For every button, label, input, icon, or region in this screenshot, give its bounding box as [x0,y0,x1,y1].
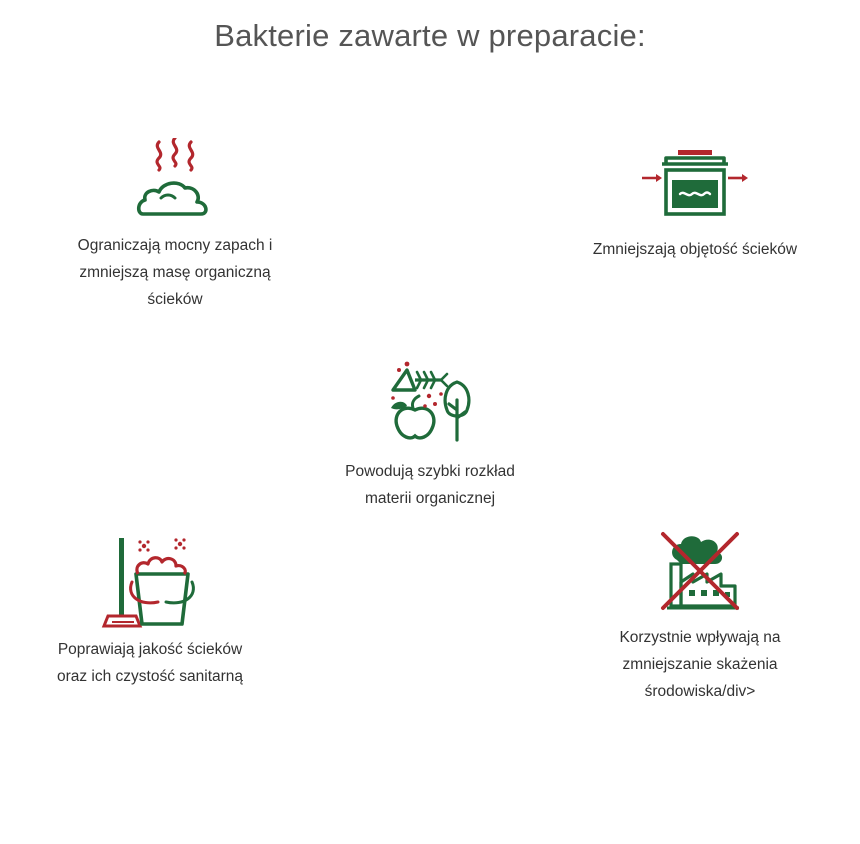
feature-text-line: środowiska/div> [644,683,756,700]
feature-text-line: Ograniczają mocny zapach i [77,237,273,254]
no-factory-pollution-icon [657,530,743,612]
feature-environment-protection [545,530,855,705]
feature-text-line: materii organicznej [364,490,496,507]
feature-volume-reduction [540,148,850,263]
feature-odor-reduction [20,138,330,313]
feature-text-line: Poprawiają jakość ścieków [57,641,243,658]
feature-text-line: zmniejszą masę organiczną [79,264,271,281]
feature-text-line: Zmniejszają objętość ścieków [592,241,798,258]
organic-matter-icon [385,360,475,444]
feature-sanitary-quality [0,536,300,690]
steaming-waste-icon [135,138,215,220]
feature-text-line: zmniejszanie skażenia [622,656,778,673]
pot-icon [640,148,750,220]
feature-text-line: Powodują szybki rozkład [345,463,515,480]
feature-fast-decomposition [275,360,585,512]
feature-text-line: ścieków [147,291,203,308]
page-title: Bakterie zawarte w preparacie: [214,18,646,53]
cleaning-bucket-icon [100,536,200,632]
feature-text-line: Korzystnie wpływają na [619,629,781,646]
feature-text-line: oraz ich czystość sanitarną [56,668,244,685]
